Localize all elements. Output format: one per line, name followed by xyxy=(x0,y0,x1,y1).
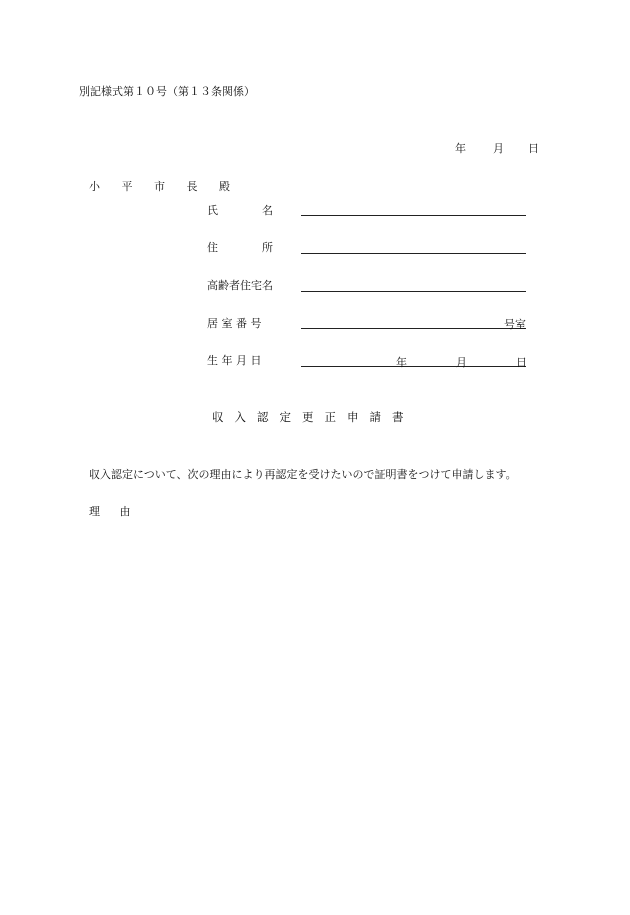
residence-name-label: 高齢者住宅名 xyxy=(207,279,273,292)
room-suffix: 号室 xyxy=(504,318,526,331)
address-field[interactable] xyxy=(301,253,526,254)
room-number-label: 居 室 番 号 xyxy=(207,317,262,330)
residence-name-field[interactable] xyxy=(301,291,526,292)
date-year-label: 年 xyxy=(455,142,466,155)
birth-date-label: 生 年 月 日 xyxy=(207,354,262,367)
address-label: 住 所 xyxy=(207,241,273,254)
name-field[interactable] xyxy=(301,215,526,216)
name-label: 氏 名 xyxy=(207,204,273,217)
reason-label: 理 由 xyxy=(89,505,139,518)
birth-year-label: 年 xyxy=(396,356,407,369)
date-day-label: 日 xyxy=(528,142,539,155)
document-title: 収入認定更正申請書 xyxy=(212,410,415,424)
birth-date-field[interactable] xyxy=(301,356,527,369)
form-number-label: 別記様式第１０号（第１３条関係） xyxy=(79,85,255,98)
birth-month-label: 月 xyxy=(456,356,467,369)
date-month-label: 月 xyxy=(493,142,504,155)
room-number-field[interactable] xyxy=(301,318,526,331)
addressee: 小 平 市 長 殿 xyxy=(89,180,239,193)
application-date xyxy=(455,143,539,155)
body-text: 収入認定について、次の理由により再認定を受けたいので証明書をつけて申請します。 xyxy=(89,468,517,481)
birth-day-label: 日 xyxy=(516,356,527,369)
